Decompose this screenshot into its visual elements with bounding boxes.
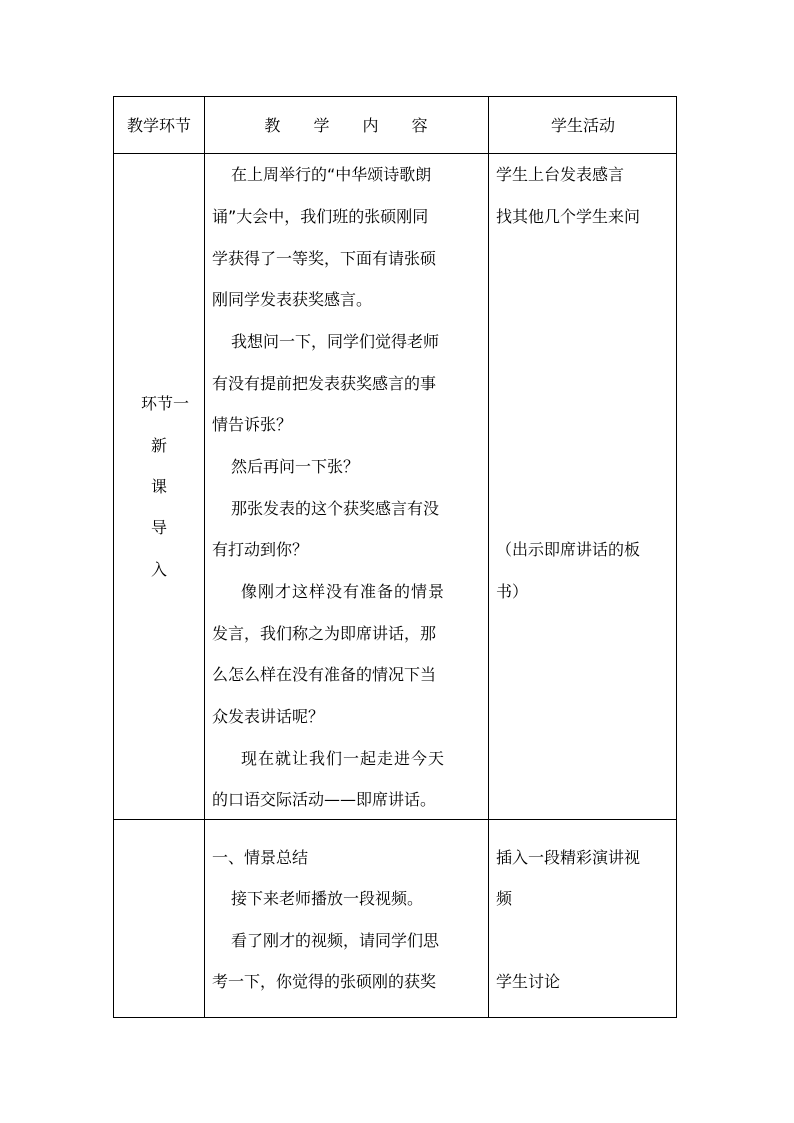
stage-char: 新 [151, 436, 168, 455]
content-line: 那张发表的这个获奖感言有没 [231, 499, 440, 518]
content-line: 情告诉张？ [212, 415, 293, 434]
activity-line: 书） [496, 582, 529, 601]
content-line: 像刚才这样没有准备的情景 [241, 582, 446, 601]
header-stage: 教学环节 [126, 116, 191, 135]
content-line: 有打动到你？ [212, 540, 309, 559]
content-line: 的口语交际活动——即席讲话。 [212, 790, 437, 809]
activity-line: 频 [496, 889, 513, 908]
column-divider [204, 97, 205, 1017]
lesson-plan-table [113, 96, 677, 1018]
header-activity: 学生活动 [550, 116, 615, 135]
content-line: 接下来老师播放一段视频。 [231, 889, 424, 908]
content-line: 发言，我们称之为即席讲话，那 [212, 624, 437, 643]
content-line: 我想问一下，同学们觉得老师 [231, 332, 440, 351]
activity-line: 学生上台发表感言 [496, 165, 625, 184]
content-line: 有没有提前把发表获奖感言的事 [212, 374, 437, 393]
stage-label: 环节一 [141, 394, 190, 413]
column-divider [488, 97, 489, 1017]
content-line: 考一下，你觉得的张硕刚的获奖 [212, 972, 437, 991]
content-line: 现在就让我们一起走进今天 [241, 749, 446, 768]
content-line: 学获得了一等奖，下面有请张硕 [212, 249, 437, 268]
content-line: 看了刚才的视频，请同学们思 [231, 931, 440, 950]
stage-char: 课 [151, 477, 168, 496]
content-line: 众发表讲话呢？ [212, 707, 325, 726]
section-heading: 一、情景总结 [212, 848, 309, 867]
content-line: 刚同学发表获奖感言。 [212, 290, 373, 309]
activity-line: （出示即席讲话的板 [496, 540, 641, 559]
content-line: 然后再问一下张？ [231, 457, 360, 476]
content-line: 么怎么样在没有准备的情况下当 [212, 665, 437, 684]
row-divider [114, 819, 676, 820]
stage-char: 导 [151, 518, 168, 537]
header-content: 教 学 内 容 [264, 116, 428, 135]
content-line: 在上周举行的“中华颂诗歌朗 [231, 165, 432, 184]
activity-line: 找其他几个学生来问 [496, 207, 641, 226]
stage-char: 入 [151, 560, 168, 579]
activity-line: 学生讨论 [496, 972, 561, 991]
content-line: 诵”大会中，我们班的张硕刚同 [212, 207, 429, 226]
activity-line: 插入一段精彩演讲视 [496, 848, 641, 867]
row-divider [114, 153, 676, 154]
